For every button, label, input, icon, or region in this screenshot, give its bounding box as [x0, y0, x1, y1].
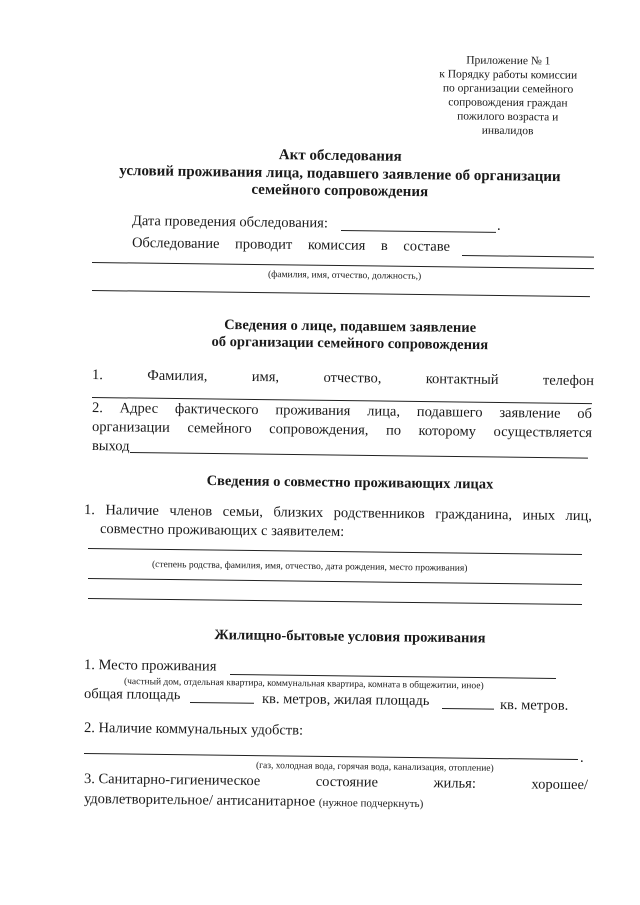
sanitary-line-1 [84, 771, 588, 794]
residence-hint: (частный дом, отдельная квартира, коммунальная квартира, комната в общежитии, иное) [123, 677, 484, 692]
applicant-word: 1. [91, 367, 103, 384]
address-line-3: выход [91, 438, 130, 455]
inspection-date-field[interactable] [341, 230, 496, 233]
appendix-line: инвалидов [481, 124, 534, 138]
title-line: семейного сопровождения [251, 181, 429, 201]
sanitary-line-2 [84, 791, 424, 813]
applicant-word: Фамилия, [147, 367, 208, 385]
sanitary-options: удовлетворительное/ антисанитарное [83, 791, 316, 810]
utilities-field[interactable] [84, 753, 578, 760]
commission-word: составе [403, 238, 451, 255]
cohabitants-field-1[interactable] [88, 548, 582, 555]
address-line-2: организации семейного сопровождения, по которому осуществляется [91, 419, 593, 442]
appendix-line: сопровождения граждан [448, 96, 568, 110]
section3-heading: Жилищно-бытовые условия проживания [214, 627, 486, 647]
cohabitants-field-2[interactable] [88, 578, 582, 585]
appendix-line: Приложение № 1 [466, 54, 551, 68]
address-field[interactable] [130, 452, 588, 459]
cohabitants-field-3[interactable] [88, 598, 582, 605]
sanitary-word: состояние [315, 773, 379, 791]
total-area-label: общая площадь [83, 686, 181, 704]
total-area-field[interactable] [190, 702, 254, 704]
commission-hint: (фамилия, имя, отчество, должность,) [267, 270, 422, 282]
living-area-field[interactable] [442, 708, 494, 710]
section2-heading: Сведения о совместно проживающих лицах [206, 473, 494, 493]
cohabitants-hint: (степень родства, фамилия, имя, отчество, дата рождения, место проживания) [151, 560, 468, 574]
title-line: Акт обследования [278, 147, 402, 165]
commission-field-1[interactable] [462, 255, 594, 258]
cohabitants-line-2: совместно проживающих с заявителем: [99, 521, 345, 540]
applicant-word: отчество, [323, 369, 382, 387]
applicant-word: контактный [425, 371, 499, 388]
section1-heading [140, 316, 560, 355]
utilities-period: . [580, 750, 584, 766]
appendix-line: к Порядку работы комиссии [439, 68, 578, 82]
commission-field-2[interactable] [92, 262, 594, 269]
commission-word: в [380, 238, 388, 255]
section1-heading-line: об организации семейного сопровождения [211, 333, 489, 354]
cohabitants-line-1: 1. Наличие членов семьи, близких родственников гражданина, иных лиц, [83, 502, 593, 525]
utilities-hint: (газ, холодная вода, горячая вода, канализация, отопление) [255, 761, 494, 774]
commission-field-3[interactable] [92, 290, 590, 297]
inspection-date-label: Дата проведения обследования: [131, 213, 328, 232]
commission-word: проводит [234, 236, 293, 253]
address-line-1: 2. Адрес фактического проживания лица, подавшего заявление об [91, 400, 593, 423]
sanitary-word: жилья: [433, 775, 476, 792]
applicant-word: телефон [542, 372, 595, 390]
applicant-word: имя, [251, 368, 280, 386]
date-period: . [497, 218, 501, 234]
document-title [90, 145, 591, 204]
appendix-line: пожилого возраста и [457, 110, 559, 124]
residence-label: 1. Место проживания [83, 657, 217, 675]
applicant-name-phone-line [92, 367, 594, 390]
title-line: условий проживания лица, подавшего заявление об организации [119, 162, 561, 185]
area-unit-label: кв. метров. [499, 697, 569, 714]
sanitary-note: (нужное подчеркнуть) [318, 796, 424, 811]
utilities-label: 2. Наличие коммунальных удобств: [83, 720, 304, 739]
sanitary-word: хорошее/ [531, 776, 589, 794]
appendix-note [410, 53, 607, 139]
living-area-label: кв. метров, жилая площадь [261, 691, 430, 710]
appendix-line: по организации семейного [442, 82, 574, 96]
commission-word: Обследование [131, 235, 220, 253]
commission-word: комиссия [307, 237, 366, 254]
sanitary-word: 3. Санитарно-гигиеническое [83, 771, 261, 790]
section1-heading-line: Сведения о лице, подавшем заявление [224, 317, 477, 337]
commission-line [132, 235, 450, 256]
